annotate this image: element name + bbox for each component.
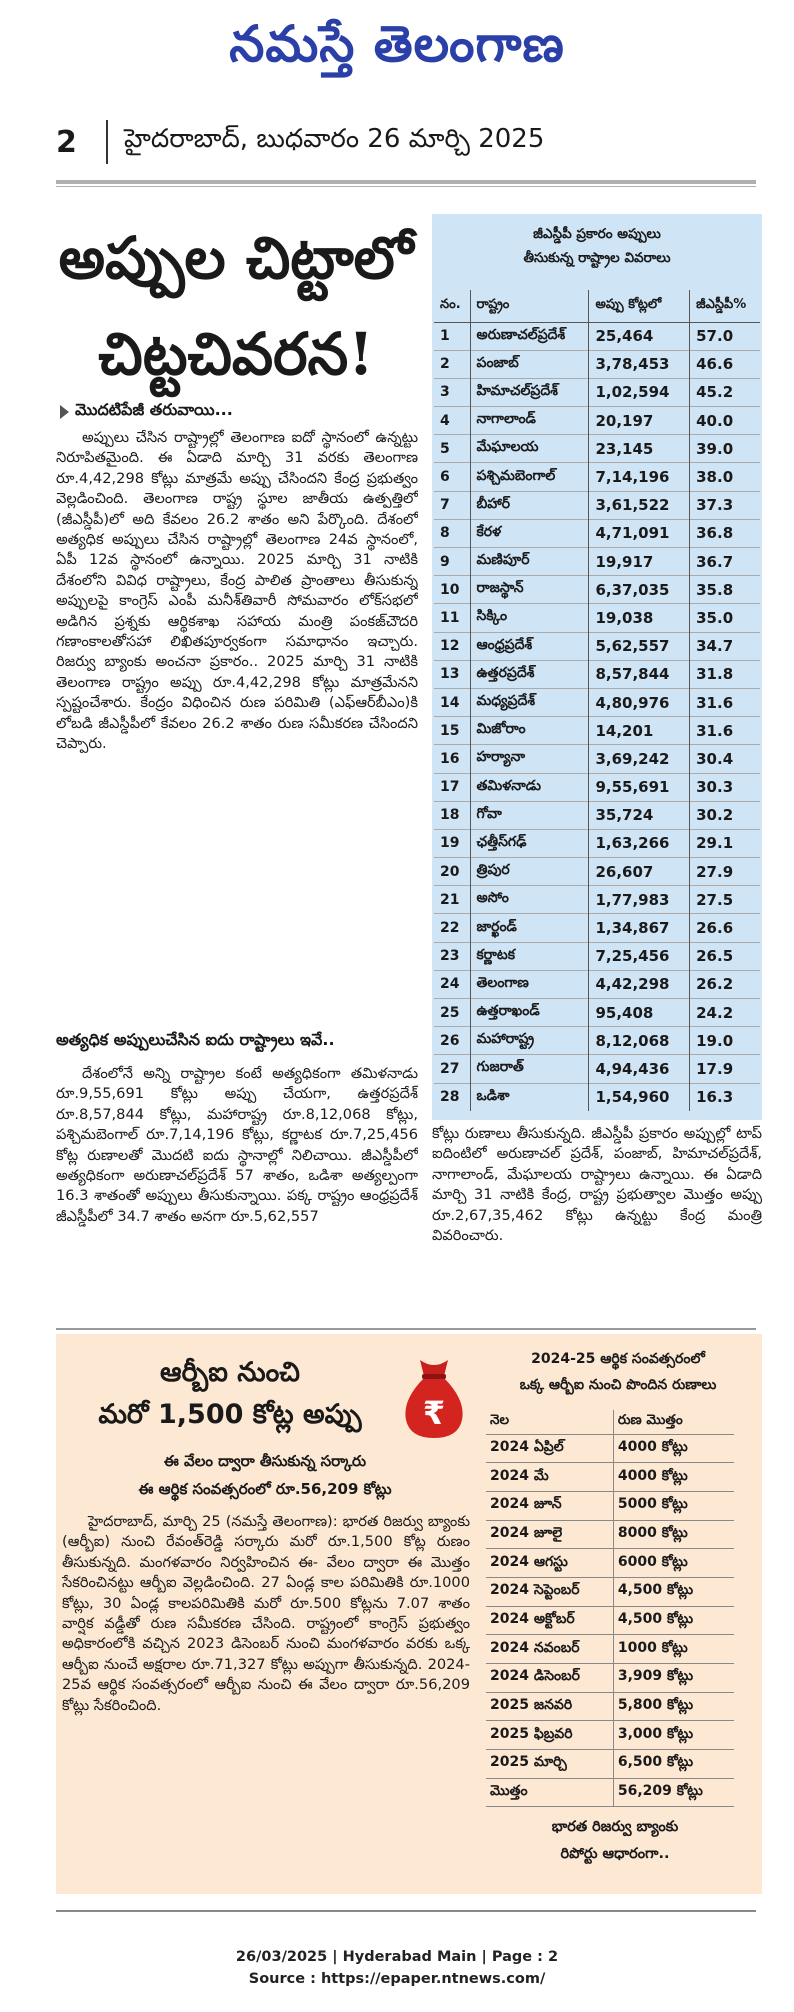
row-serial: 5 [434,435,470,463]
row-state: హర్యానా [470,745,589,773]
row-gsdp: 19.0 [690,1027,760,1055]
loan-table-row [486,1692,734,1721]
row-gsdp: 38.0 [690,463,760,491]
continued-kicker [60,400,360,423]
page-number: 2 [56,124,77,160]
row-debt: 1,63,266 [589,829,690,857]
debt-table-row [434,1055,760,1083]
rbi-subhead-2: ఈ ఆర్థిక సంవత్సరంలో రూ.56,209 కోట్లు [138,1480,392,1498]
row-gsdp: 35.8 [690,576,760,604]
loan-table-header-row [486,1410,734,1434]
loan-table-row [486,1577,734,1606]
bottom-rule [56,1910,756,1912]
row-debt: 95,408 [589,999,690,1027]
row-serial: 27 [434,1055,470,1083]
rbi-subhead-1: ఈ వేలం ద్వారా తీసుకున్న సర్కారు [163,1452,367,1470]
loan-table [486,1410,734,1807]
debt-table-row [434,435,760,463]
row-state: మహారాష్ట్ర [470,1027,589,1055]
row-serial: 18 [434,801,470,829]
row-serial: 13 [434,660,470,688]
row-serial: 3 [434,378,470,406]
row-debt: 14,201 [589,717,690,745]
dateline: హైదరాబాద్, బుధవారం 26 మార్చి 2025 [124,124,545,154]
row-state: మణిపూర్ [470,548,589,576]
debt-table-row [434,942,760,970]
row-gsdp: 36.8 [690,519,760,547]
row-month: 2024 మే [486,1463,613,1492]
rbi-headline-line-1: ఆర్బీఐ నుంచి [160,1357,300,1388]
row-gsdp: 30.2 [690,801,760,829]
row-debt: 1,34,867 [589,914,690,942]
row-gsdp: 26.6 [690,914,760,942]
row-gsdp: 26.2 [690,970,760,998]
row-gsdp: 35.0 [690,604,760,632]
debt-table-row [434,858,760,886]
row-state: మిజోరాం [470,717,589,745]
row-serial: 19 [434,829,470,857]
row-gsdp: 27.9 [690,858,760,886]
row-state: తమిళనాడు [470,773,589,801]
row-month: 2024 జూన్ [486,1491,613,1520]
row-gsdp: 36.7 [690,548,760,576]
row-amount: 6000 కోట్లు [613,1549,734,1578]
row-gsdp: 46.6 [690,350,760,378]
row-month: మొత్తం [486,1778,613,1807]
row-month: 2024 అక్టోబర్ [486,1606,613,1635]
row-amount: 4000 కోట్లు [613,1434,734,1463]
row-debt: 3,69,242 [589,745,690,773]
row-gsdp: 30.4 [690,745,760,773]
debt-table-title-line-2: తీసుకున్న రాష్ట్రాల వివరాలు [523,250,671,266]
article-paragraph-2: దేశంలోనే అన్ని రాష్ట్రాల కంటే అత్యధికంగా తమిళనాడు రూ.9,55,691 కోట్లు అప్పు చేయగా, ఉత్తరప్రదేశ్ రూ.8,57,844 కోట్లు, మహారాష్ట్ర రూ.8,12,068 కోట్లు, పశ్చిమబెంగాల్ రూ.7,14,196 కోట్లు, కర్ణాటక రూ.7,25,456 కోట్ల రుణాలతో మొదటి ఐదు స్థానాల్లో నిలిచాయి. జీఎస్డీపీలో అత్యధికంగా అరుణాచల్‌ప్రదేశ్ 57 శాతం, ఒడిశా అత్యల్పంగా 16.3 శాతంతో అప్పులు తీసుకున్నాయి. పక్క రాష్ట్రం ఆంధ్రప్రదేశ్ జీఎస్డీపీలో 34.7 శాతం అనగా రూ.5,62,557 [56,1065,418,1225]
rbi-body: హైదరాబాద్, మార్చి 25 (నమస్తే తెలంగాణ): భారత రిజర్వు బ్యాంకు (ఆర్బీఐ) నుంచి రేవంత్‌రెడ్డి సర్కారు మరో రూ.1,500 కోట్ల రుణం తీసుకున్నది. మంగళవారం నిర్వహించిన ఈ- వేలం ద్వారా ఈ మొత్తం సేకరించినట్టు ఆర్బీఐ వెల్లడించింది. 27 ఏండ్ల కాల పరిమితికి రూ.1000 కోట్లు, 30 ఏండ్ల కాలపరిమితికి మరో రూ.500 కోట్లను 7.07 శాతం వార్షిక వడ్డీతో రుణ సమీకరణ చేసింది. రాష్ట్రంలో కాంగ్రెస్ ప్రభుత్వం అధికారంలోకి వచ్చిన 2023 డిసెంబర్ నుంచి మంగళవారం వరకు ఒక్క ఆర్బీఐ నుంచే అక్షరాల రూ.71,327 కోట్లు అప్పుగా తీసుకున్నది. 2024-25వ ఆర్థిక సంవత్సరంలో ఆర్బీఐ నుంచి ఈ వేలం ద్వారా రూ.56,209 కోట్లు సేకరించింది. [62,1513,470,1714]
row-gsdp: 31.8 [690,660,760,688]
section-rule [56,1328,756,1330]
row-gsdp: 27.5 [690,886,760,914]
debt-table-row [434,1083,760,1111]
article-paragraph-1: అప్పులు చేసిన రాష్ట్రాల్లో తెలంగాణ ఐదో స్థానంలో ఉన్నట్టు నిరూపితమైంది. ఈ ఏడాది మార్చి 31 వరకు తెలంగాణ రూ.4,42,298 కోట్లు మాత్రమే అప్పు చేసిందని కేంద్ర ప్రభుత్వం వెల్లడించింది. తెలంగాణ రాష్ట్ర స్థూల జాతీయ ఉత్పత్తిలో (జీఎస్డీపీ)లో అది కేవలం 26.2 శాతం అని పేర్కొంది. దేశంలో అత్యధిక అప్పులు చేసిన రాష్ట్రాల్లో తెలంగాణ 24వ స్థానంలో, ఏపీ 12వ స్థానంలో ఉన్నాయి. 2025 మార్చి 31 నాటికి దేశంలోని వివిధ రాష్ట్రాలు, కేంద్ర పాలిత ప్రాంతాలు తీసుకున్న అప్పులపై కాంగ్రెస్ ఎంపీ మనీశ్‌తివారీ సోమవారం లోక్‌సభలో అడిగిన ప్రశ్నకు ఆర్థికశాఖ సహాయ మంత్రి పంకజ్‌చౌదరి గణాంకాలతోసహా లిఖితపూర్వకంగా సమాధానం ఇచ్చారు. రిజర్వు బ్యాంకు అంచనా ప్రకారం.. 2025 మార్చి 31 నాటికి తెలంగాణ రాష్ట్రం అప్పు రూ.4,42,298 కోట్లు మాత్రమేనని స్పష్టంచేశారు. కేంద్రం విధించిన రుణ పరిమితి (ఎఫ్ఆర్‌బీఎం)కి లోబడి జీఎస్డీపీలో కేవలం 26.2 శాతం రుణ సమీకరణ చేసిందని చెప్పారు. [56,429,418,753]
row-debt: 35,724 [589,801,690,829]
row-debt: 7,14,196 [589,463,690,491]
row-debt: 19,038 [589,604,690,632]
row-serial: 22 [434,914,470,942]
loan-table-row [486,1434,734,1463]
row-amount: 6,500 కోట్లు [613,1750,734,1779]
row-gsdp: 45.2 [690,378,760,406]
row-serial: 17 [434,773,470,801]
row-gsdp: 34.7 [690,632,760,660]
row-amount: 4000 కోట్లు [613,1463,734,1492]
row-month: 2024 జూలై [486,1520,613,1549]
row-state: అసోం [470,886,589,914]
debt-table-row [434,378,760,406]
row-state: నాగాలాండ్ [470,407,589,435]
header-amount: రుణ మొత్తం [613,1410,734,1434]
loan-table-source [480,1814,750,1868]
row-state: హిమాచల్‌ప్రదేశ్ [470,378,589,406]
row-debt: 8,12,068 [589,1027,690,1055]
row-serial: 8 [434,519,470,547]
loan-source-line-1: భారత రిజర్వు బ్యాంకు [551,1819,679,1835]
debt-table-row [434,914,760,942]
article-headline [56,210,416,402]
row-serial: 4 [434,407,470,435]
masthead-title: నమస్తే తెలంగాణ [229,14,565,73]
row-debt: 1,02,594 [589,378,690,406]
row-serial: 26 [434,1027,470,1055]
debt-table-row [434,717,760,745]
row-state: ఆంధ్రప్రదేశ్ [470,632,589,660]
debt-table-row [434,970,760,998]
row-state: కేరళ [470,519,589,547]
row-debt: 19,917 [589,548,690,576]
row-state: బీహార్ [470,491,589,519]
debt-table-row [434,886,760,914]
headline-line-2: చిట్టచివరన! [98,320,374,388]
row-serial: 24 [434,970,470,998]
debt-table-row [434,576,760,604]
debt-table-row [434,688,760,716]
row-serial: 12 [434,632,470,660]
row-gsdp: 40.0 [690,407,760,435]
header-month: నెల [490,1412,510,1429]
row-debt: 26,607 [589,858,690,886]
row-state: పశ్చిమబెంగాల్ [470,463,589,491]
header-debt: అప్పు కోట్లలో [589,290,690,322]
row-state: రాజస్థాన్ [470,576,589,604]
row-debt: 8,57,844 [589,660,690,688]
loan-table-row [486,1549,734,1578]
row-gsdp: 17.9 [690,1055,760,1083]
header-state: రాష్ట్రం [470,290,589,322]
loan-table-title-line-1: 2024-25 ఆర్థిక సంవత్సరంలో [531,1351,705,1367]
row-state: ఛత్తీస్‌గఢ్ [470,829,589,857]
debt-table-row [434,491,760,519]
row-gsdp: 31.6 [690,688,760,716]
row-state: గుజరాత్ [470,1055,589,1083]
row-amount: 8000 కోట్లు [613,1520,734,1549]
loan-table-row [486,1463,734,1492]
row-amount: 5,800 కోట్లు [613,1692,734,1721]
rbi-headline-line-2: మరో 1,500 కోట్ల అప్పు [98,1399,362,1430]
debt-table-row [434,548,760,576]
row-debt: 4,71,091 [589,519,690,547]
debt-table-row [434,801,760,829]
header-serial: నం. [434,290,470,322]
page-separator [106,120,108,164]
row-debt: 4,94,436 [589,1055,690,1083]
row-amount: 3,000 కోట్లు [613,1721,734,1750]
loan-table-row [486,1750,734,1779]
debt-table-title [432,222,762,270]
row-debt: 1,54,960 [589,1083,690,1111]
loan-table-title [474,1346,762,1398]
row-serial: 6 [434,463,470,491]
row-gsdp: 37.3 [690,491,760,519]
loan-table-title-line-2: ఒక్క ఆర్బీఐ నుంచి పొందిన రుణాలు [519,1377,717,1393]
row-state: తెలంగాణ [470,970,589,998]
row-debt: 20,197 [589,407,690,435]
article-subhead: అత్యధిక అప్పులుచేసిన ఐదు రాష్ట్రాలు ఇవే.. [56,1030,335,1049]
row-gsdp: 24.2 [690,999,760,1027]
row-serial: 23 [434,942,470,970]
row-state: సిక్కిం [470,604,589,632]
footer-edition: 26/03/2025 | Hyderabad Main | Page : 2 [235,1949,559,1965]
row-serial: 11 [434,604,470,632]
row-serial: 20 [434,858,470,886]
loan-table-row [486,1635,734,1664]
debt-table-row [434,463,760,491]
debt-table-row [434,632,760,660]
row-serial: 21 [434,886,470,914]
row-debt: 25,464 [589,322,690,350]
top-rule-thin [56,186,756,187]
row-amount: 56,209 కోట్లు [613,1778,734,1807]
triangle-bullet-icon [60,405,69,419]
kicker-text: మొదటిపేజీ తరువాయి... [75,400,233,419]
row-month: 2024 ఏప్రిల్ [486,1434,613,1463]
row-state: ఉత్తరప్రదేశ్ [470,660,589,688]
row-debt: 7,25,456 [589,942,690,970]
debt-table-row [434,1027,760,1055]
row-debt: 4,80,976 [589,688,690,716]
row-month: 2024 సెప్టెంబర్ [486,1577,613,1606]
row-gsdp: 31.6 [690,717,760,745]
debt-table-row [434,999,760,1027]
debt-table-row [434,773,760,801]
footer-source: Source : https://epaper.ntnews.com/ [248,1971,546,1987]
row-state: ఉత్తరాఖండ్ [470,999,589,1027]
loan-table-row [486,1664,734,1693]
row-state: మధ్యప్రదేశ్ [470,688,589,716]
debt-table-header-row [434,290,760,322]
row-debt: 1,77,983 [589,886,690,914]
row-gsdp: 57.0 [690,322,760,350]
row-gsdp: 29.1 [690,829,760,857]
debt-table-row [434,829,760,857]
debt-table-row [434,322,760,350]
loan-table-row [486,1778,734,1807]
row-debt: 9,55,691 [589,773,690,801]
row-gsdp: 39.0 [690,435,760,463]
row-debt: 5,62,557 [589,632,690,660]
row-serial: 10 [434,576,470,604]
row-month: 2025 ఫిబ్రవరి [486,1721,613,1750]
row-debt: 3,78,453 [589,350,690,378]
row-state: అరుణాచల్‌ప్రదేశ్ [470,322,589,350]
loan-table-row [486,1520,734,1549]
row-month: 2024 నవంబర్ [486,1635,613,1664]
row-debt: 23,145 [589,435,690,463]
debt-table-row [434,350,760,378]
debt-table-row [434,604,760,632]
page-line [56,112,756,172]
loan-table-row [486,1491,734,1520]
debt-table-row [434,407,760,435]
row-gsdp: 30.3 [690,773,760,801]
row-gsdp: 16.3 [690,1083,760,1111]
row-serial: 16 [434,745,470,773]
article-paragraph-3: కోట్లు రుణాలు తీసుకున్నది. జీఎస్డీపీ ప్రకారం అప్పుల్లో టాప్ ఐదింటిలో అరుణాచల్ ప్రదేశ్, పంజాబ్, హిమాచల్‌ప్రదేశ్, నాగాలాండ్, మేఘాలయ రాష్ట్రాలు ఉన్నాయి. ఈ ఏడాది మార్చి 31 నాటికి కేంద్ర, రాష్ట్ర ప్రభుత్వాల మొత్తం అప్పు రూ.2,67,35,462 కోట్లు ఉన్నట్టు కేంద్ర మంత్రి వివరించారు. [432,1125,762,1245]
row-state: జార్ఖండ్ [470,914,589,942]
debt-table [434,290,760,1111]
loan-table-row [486,1606,734,1635]
header-gsdp: జీఎస్డీపీ% [690,290,760,322]
debt-table-row [434,745,760,773]
row-state: గోవా [470,801,589,829]
debt-table-title-line-1: జీఎస్డీపీ ప్రకారం అప్పులు [533,226,661,242]
row-serial: 7 [434,491,470,519]
row-state: త్రిపుర [470,858,589,886]
money-bag-icon [398,1354,470,1440]
row-state: పంజాబ్ [470,350,589,378]
row-state: ఒడిశా [470,1083,589,1111]
page-footer [0,1946,794,1990]
row-serial: 14 [434,688,470,716]
loan-table-row [486,1721,734,1750]
row-serial: 9 [434,548,470,576]
row-month: 2024 ఆగస్టు [486,1549,613,1578]
row-month: 2025 మార్చి [486,1750,613,1779]
row-amount: 4,500 కోట్లు [613,1577,734,1606]
row-serial: 15 [434,717,470,745]
row-month: 2025 జనవరి [486,1692,613,1721]
row-gsdp: 26.5 [690,942,760,970]
rupee-glyph: ₹ [422,1394,446,1432]
row-serial: 1 [434,322,470,350]
top-rule [56,180,756,184]
row-debt: 6,37,035 [589,576,690,604]
row-amount: 4,500 కోట్లు [613,1606,734,1635]
row-state: మేఘాలయ [470,435,589,463]
rbi-headline [60,1352,400,1436]
row-month: 2024 డిసెంబర్ [486,1664,613,1693]
row-amount: 3,909 కోట్లు [613,1664,734,1693]
row-debt: 3,61,522 [589,491,690,519]
masthead [0,0,794,100]
headline-line-1: అప్పుల చిట్టాలో [58,224,414,292]
row-serial: 25 [434,999,470,1027]
debt-table-row [434,519,760,547]
debt-table-row [434,660,760,688]
row-serial: 2 [434,350,470,378]
loan-source-line-2: రిపోర్టు ఆధారంగా.. [560,1846,670,1862]
row-amount: 5000 కోట్లు [613,1491,734,1520]
row-debt: 4,42,298 [589,970,690,998]
row-state: కర్ణాటక [470,942,589,970]
row-amount: 1000 కోట్లు [613,1635,734,1664]
row-serial: 28 [434,1083,470,1111]
